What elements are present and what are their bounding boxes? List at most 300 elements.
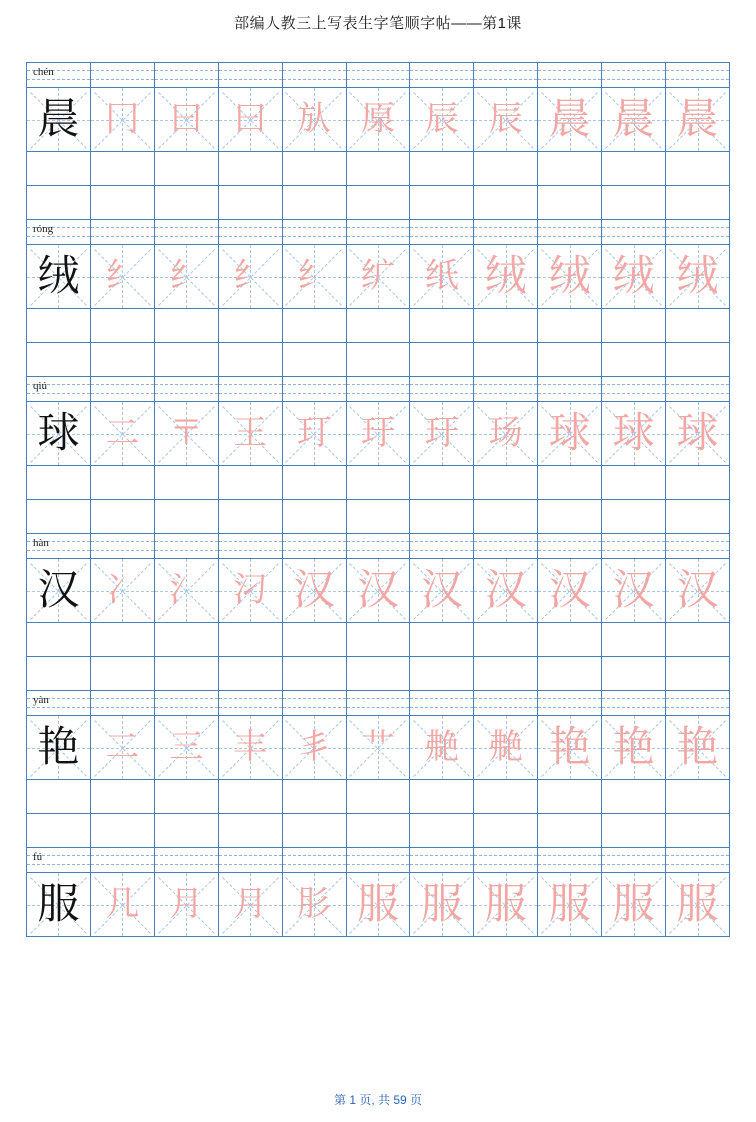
blank-practice-cell[interactable]: [474, 780, 538, 814]
blank-practice-cell[interactable]: [283, 309, 347, 343]
blank-practice-cell[interactable]: [666, 186, 730, 220]
stroke-order-row: [27, 245, 730, 309]
stroke-step-cell: [410, 88, 474, 152]
blank-practice-cell[interactable]: [219, 466, 283, 500]
stroke-step-character: 㫃: [297, 100, 332, 138]
stroke-step-cell: [283, 88, 347, 152]
pinyin-cell: [155, 848, 219, 873]
blank-practice-cell[interactable]: [602, 343, 666, 377]
blank-practice-cell[interactable]: [91, 466, 155, 500]
blank-practice-cell[interactable]: [602, 623, 666, 657]
stroke-step-cell: [219, 402, 283, 466]
stroke-step-cell: [474, 245, 538, 309]
blank-practice-cell[interactable]: [538, 309, 602, 343]
blank-practice-cell[interactable]: [91, 343, 155, 377]
pinyin-cell: [91, 220, 155, 245]
pinyin-cell: [410, 377, 474, 402]
blank-practice-cell[interactable]: [219, 186, 283, 220]
blank-practice-cell[interactable]: [27, 814, 91, 848]
blank-practice-cell[interactable]: [155, 657, 219, 691]
blank-practice-row[interactable]: [27, 500, 730, 534]
blank-practice-cell[interactable]: [474, 343, 538, 377]
stroke-step-cell: [666, 716, 730, 780]
pinyin-cell: [602, 377, 666, 402]
pinyin-cell: [219, 63, 283, 88]
stroke-step-cell: [219, 245, 283, 309]
pinyin-cell: [410, 691, 474, 716]
blank-practice-cell[interactable]: [602, 500, 666, 534]
stroke-step-cell: [474, 716, 538, 780]
stroke-step-character: 肜: [297, 885, 332, 923]
pinyin-cell: [410, 534, 474, 559]
stroke-step-cell: [602, 559, 666, 623]
stroke-step-cell: [155, 559, 219, 623]
stroke-step-cell: [91, 873, 155, 937]
pinyin-cell: [474, 377, 538, 402]
pinyin-cell: [155, 377, 219, 402]
blank-practice-cell[interactable]: [347, 657, 411, 691]
blank-practice-cell[interactable]: [410, 466, 474, 500]
blank-practice-cell[interactable]: [666, 466, 730, 500]
pinyin-label: hàn: [33, 537, 49, 549]
stroke-step-character: 艴: [488, 728, 523, 766]
stroke-step-cell: [155, 88, 219, 152]
stroke-step-character: 二: [105, 414, 140, 452]
stroke-step-cell: [602, 716, 666, 780]
character-cell: [27, 559, 91, 623]
stroke-step-character: 服: [420, 881, 463, 928]
stroke-step-cell: [283, 873, 347, 937]
stroke-step-cell: [538, 873, 602, 937]
stroke-step-cell: [666, 88, 730, 152]
blank-practice-row[interactable]: [27, 466, 730, 500]
blank-practice-row[interactable]: [27, 623, 730, 657]
stroke-step-cell: [347, 245, 411, 309]
stroke-step-cell: [347, 402, 411, 466]
character-cell: [27, 245, 91, 309]
blank-practice-cell[interactable]: [219, 309, 283, 343]
stroke-step-cell: [538, 559, 602, 623]
stroke-step-cell: [219, 559, 283, 623]
stroke-step-cell: [91, 559, 155, 623]
blank-practice-cell[interactable]: [27, 466, 91, 500]
stroke-step-character: 冂: [105, 100, 140, 138]
blank-practice-cell[interactable]: [474, 657, 538, 691]
blank-practice-cell[interactable]: [666, 780, 730, 814]
stroke-step-character: 汉: [612, 567, 655, 614]
blank-practice-cell[interactable]: [666, 343, 730, 377]
stroke-step-character: 艳: [548, 724, 591, 771]
blank-practice-cell[interactable]: [91, 500, 155, 534]
blank-practice-cell[interactable]: [538, 152, 602, 186]
pinyin-cell: [602, 63, 666, 88]
stroke-step-character: 氵: [169, 571, 204, 609]
blank-practice-row[interactable]: [27, 657, 730, 691]
blank-practice-cell[interactable]: [219, 657, 283, 691]
stroke-step-character: 丯: [297, 728, 332, 766]
blank-practice-cell[interactable]: [347, 152, 411, 186]
blank-practice-cell[interactable]: [91, 186, 155, 220]
stroke-step-character: 艳: [676, 724, 719, 771]
stroke-step-cell: [155, 873, 219, 937]
pinyin-cell: [666, 220, 730, 245]
blank-practice-cell[interactable]: [410, 657, 474, 691]
stroke-step-cell: [91, 402, 155, 466]
stroke-step-character: 绒: [484, 253, 527, 300]
stroke-step-character: 汉: [420, 567, 463, 614]
stroke-step-character: 服: [548, 881, 591, 928]
blank-practice-row[interactable]: [27, 309, 730, 343]
pinyin-cell: [410, 220, 474, 245]
stroke-step-character: 汉: [676, 567, 719, 614]
blank-practice-cell[interactable]: [27, 343, 91, 377]
pinyin-cell: [155, 220, 219, 245]
blank-practice-cell[interactable]: [27, 186, 91, 220]
pinyin-cell: [666, 534, 730, 559]
pinyin-cell: [474, 691, 538, 716]
stroke-step-character: 曰: [233, 100, 268, 138]
stroke-step-character: 汉: [484, 567, 527, 614]
blank-practice-cell[interactable]: [602, 780, 666, 814]
stroke-step-cell: [410, 559, 474, 623]
stroke-step-cell: [602, 402, 666, 466]
stroke-order-row: [27, 559, 730, 623]
pinyin-cell: [283, 848, 347, 873]
blank-practice-cell[interactable]: [410, 343, 474, 377]
blank-practice-cell[interactable]: [27, 309, 91, 343]
blank-practice-cell[interactable]: [538, 343, 602, 377]
stroke-step-cell: [410, 402, 474, 466]
target-character: 球: [37, 410, 80, 457]
blank-practice-cell[interactable]: [91, 309, 155, 343]
stroke-step-character: 绒: [548, 253, 591, 300]
pinyin-cell: [347, 63, 411, 88]
blank-practice-cell[interactable]: [666, 309, 730, 343]
blank-practice-cell[interactable]: [27, 657, 91, 691]
stroke-step-cell: [347, 716, 411, 780]
stroke-step-cell: [666, 873, 730, 937]
blank-practice-cell[interactable]: [155, 814, 219, 848]
blank-practice-cell[interactable]: [27, 780, 91, 814]
stroke-step-character: 球: [548, 410, 591, 457]
stroke-step-character: 球: [612, 410, 655, 457]
pinyin-cell: [410, 848, 474, 873]
pinyin-cell: [666, 63, 730, 88]
stroke-step-character: 服: [612, 881, 655, 928]
blank-practice-cell[interactable]: [538, 780, 602, 814]
blank-practice-cell[interactable]: [91, 780, 155, 814]
stroke-step-character: 纩: [360, 257, 395, 295]
stroke-step-character: 三: [169, 728, 204, 766]
stroke-step-cell: [474, 88, 538, 152]
blank-practice-cell[interactable]: [538, 466, 602, 500]
pinyin-cell: [27, 220, 91, 245]
pinyin-cell: [538, 534, 602, 559]
blank-practice-cell[interactable]: [283, 343, 347, 377]
blank-practice-cell[interactable]: [538, 623, 602, 657]
blank-practice-cell[interactable]: [219, 343, 283, 377]
pinyin-cell: [219, 691, 283, 716]
blank-practice-row[interactable]: [27, 343, 730, 377]
stroke-order-row: [27, 716, 730, 780]
blank-practice-cell[interactable]: [27, 623, 91, 657]
pinyin-cell: [155, 63, 219, 88]
pinyin-cell: [347, 534, 411, 559]
stroke-step-character: 辰: [488, 100, 523, 138]
character-cell: [27, 716, 91, 780]
stroke-step-character: 绒: [612, 253, 655, 300]
stroke-step-character: 丰: [233, 728, 268, 766]
stroke-step-character: 晨: [612, 96, 655, 143]
pinyin-label: róng: [33, 223, 54, 235]
stroke-step-character: 服: [484, 881, 527, 928]
stroke-step-cell: [666, 559, 730, 623]
blank-practice-cell[interactable]: [155, 466, 219, 500]
stroke-step-character: 二: [105, 728, 140, 766]
stroke-step-cell: [283, 402, 347, 466]
blank-practice-cell[interactable]: [347, 780, 411, 814]
blank-practice-row[interactable]: [27, 780, 730, 814]
pinyin-label: chén: [33, 66, 54, 78]
stroke-step-cell: [474, 559, 538, 623]
target-character: 服: [37, 881, 80, 928]
blank-practice-cell[interactable]: [347, 623, 411, 657]
pinyin-cell: [666, 691, 730, 716]
blank-practice-cell[interactable]: [602, 152, 666, 186]
blank-practice-cell[interactable]: [283, 623, 347, 657]
blank-practice-row[interactable]: [27, 814, 730, 848]
stroke-step-character: 汉: [548, 567, 591, 614]
blank-practice-cell[interactable]: [155, 343, 219, 377]
pinyin-cell: [283, 63, 347, 88]
stroke-step-character: 艴: [424, 728, 459, 766]
pinyin-cell: [283, 534, 347, 559]
stroke-step-character: 艳: [612, 724, 655, 771]
blank-practice-cell[interactable]: [347, 466, 411, 500]
pinyin-label: fú: [33, 851, 43, 863]
pinyin-cell: [27, 534, 91, 559]
blank-practice-cell[interactable]: [347, 500, 411, 534]
pinyin-cell: [27, 848, 91, 873]
pinyin-cell: [155, 691, 219, 716]
page-footer: 第 1 页, 共 59 页: [333, 1093, 423, 1107]
stroke-step-cell: [283, 245, 347, 309]
pinyin-cell: [283, 220, 347, 245]
blank-practice-cell[interactable]: [347, 186, 411, 220]
stroke-step-cell: [410, 716, 474, 780]
blank-practice-cell[interactable]: [155, 152, 219, 186]
stroke-step-character: 玗: [360, 414, 395, 452]
stroke-step-cell: [91, 88, 155, 152]
blank-practice-cell[interactable]: [666, 152, 730, 186]
blank-practice-row[interactable]: [27, 152, 730, 186]
stroke-step-character: 晨: [676, 96, 719, 143]
target-character: 艳: [37, 724, 80, 771]
blank-practice-cell[interactable]: [91, 657, 155, 691]
blank-practice-cell[interactable]: [27, 500, 91, 534]
stroke-step-cell: [602, 88, 666, 152]
stroke-step-cell: [410, 245, 474, 309]
stroke-step-character: 曰: [169, 100, 204, 138]
pinyin-label: qiú: [33, 380, 48, 392]
stroke-step-cell: [474, 873, 538, 937]
blank-practice-cell[interactable]: [538, 657, 602, 691]
stroke-step-character: 月: [169, 885, 204, 923]
pinyin-cell: [347, 377, 411, 402]
blank-practice-cell[interactable]: [219, 152, 283, 186]
blank-practice-cell[interactable]: [474, 152, 538, 186]
stroke-step-character: 王: [233, 414, 268, 452]
pinyin-row: [27, 534, 730, 559]
blank-practice-cell[interactable]: [155, 623, 219, 657]
blank-practice-cell[interactable]: [283, 466, 347, 500]
blank-practice-cell[interactable]: [666, 814, 730, 848]
stroke-step-cell: [155, 402, 219, 466]
stroke-step-cell: [155, 245, 219, 309]
blank-practice-cell[interactable]: [283, 780, 347, 814]
stroke-step-cell: [538, 88, 602, 152]
blank-practice-cell[interactable]: [91, 814, 155, 848]
pinyin-cell: [219, 848, 283, 873]
blank-practice-cell[interactable]: [410, 309, 474, 343]
blank-practice-cell[interactable]: [219, 623, 283, 657]
pinyin-row: [27, 377, 730, 402]
stroke-step-cell: [538, 245, 602, 309]
stroke-step-cell: [347, 873, 411, 937]
blank-practice-cell[interactable]: [602, 814, 666, 848]
pinyin-cell: [474, 534, 538, 559]
stroke-step-cell: [666, 402, 730, 466]
stroke-step-character: 玗: [424, 414, 459, 452]
blank-practice-cell[interactable]: [410, 623, 474, 657]
pinyin-cell: [602, 691, 666, 716]
pinyin-cell: [91, 63, 155, 88]
blank-practice-cell[interactable]: [602, 466, 666, 500]
stroke-step-character: 艹: [360, 728, 395, 766]
blank-practice-cell[interactable]: [474, 309, 538, 343]
blank-practice-cell[interactable]: [91, 152, 155, 186]
stroke-step-character: 纟: [233, 257, 268, 295]
stroke-step-character: 辰: [424, 100, 459, 138]
blank-practice-cell[interactable]: [219, 780, 283, 814]
character-cell: [27, 402, 91, 466]
stroke-step-character: 汉: [356, 567, 399, 614]
blank-practice-cell[interactable]: [347, 814, 411, 848]
target-character: 绒: [37, 253, 80, 300]
pinyin-cell: [91, 691, 155, 716]
blank-practice-cell[interactable]: [283, 152, 347, 186]
pinyin-row: [27, 848, 730, 873]
blank-practice-cell[interactable]: [474, 814, 538, 848]
pinyin-cell: [91, 377, 155, 402]
pinyin-cell: [27, 377, 91, 402]
blank-practice-cell[interactable]: [666, 500, 730, 534]
pinyin-cell: [410, 63, 474, 88]
blank-practice-cell[interactable]: [410, 780, 474, 814]
pinyin-cell: [666, 848, 730, 873]
blank-practice-cell[interactable]: [347, 343, 411, 377]
pinyin-row: [27, 220, 730, 245]
blank-practice-cell[interactable]: [410, 814, 474, 848]
pinyin-cell: [474, 63, 538, 88]
stroke-step-cell: [91, 716, 155, 780]
blank-practice-cell[interactable]: [602, 657, 666, 691]
pinyin-cell: [91, 848, 155, 873]
pinyin-cell: [27, 691, 91, 716]
blank-practice-cell[interactable]: [283, 500, 347, 534]
blank-practice-row[interactable]: [27, 186, 730, 220]
blank-practice-cell[interactable]: [538, 500, 602, 534]
pinyin-cell: [347, 691, 411, 716]
stroke-step-character: 冫: [105, 571, 140, 609]
stroke-step-cell: [155, 716, 219, 780]
pinyin-cell: [602, 220, 666, 245]
page-title: 部编人教三上写表生字笔顺字帖——第1课: [234, 15, 522, 32]
stroke-step-character: 纟: [297, 257, 332, 295]
stroke-step-character: 汉: [293, 567, 336, 614]
blank-practice-cell[interactable]: [155, 186, 219, 220]
target-character: 汉: [37, 567, 80, 614]
pinyin-cell: [538, 691, 602, 716]
blank-practice-cell[interactable]: [410, 152, 474, 186]
pinyin-cell: [538, 377, 602, 402]
blank-practice-cell[interactable]: [27, 152, 91, 186]
blank-practice-cell[interactable]: [155, 780, 219, 814]
blank-practice-cell[interactable]: [155, 500, 219, 534]
stroke-step-cell: [474, 402, 538, 466]
blank-practice-cell[interactable]: [155, 309, 219, 343]
blank-practice-cell[interactable]: [283, 657, 347, 691]
stroke-step-character: 服: [356, 881, 399, 928]
blank-practice-cell[interactable]: [474, 186, 538, 220]
blank-practice-cell[interactable]: [666, 657, 730, 691]
blank-practice-cell[interactable]: [474, 466, 538, 500]
pinyin-cell: [283, 691, 347, 716]
blank-practice-cell[interactable]: [474, 500, 538, 534]
pinyin-cell: [602, 534, 666, 559]
blank-practice-cell[interactable]: [219, 500, 283, 534]
pinyin-cell: [219, 534, 283, 559]
pinyin-cell: [219, 220, 283, 245]
blank-practice-cell[interactable]: [602, 186, 666, 220]
blank-practice-cell[interactable]: [283, 814, 347, 848]
blank-practice-cell[interactable]: [91, 623, 155, 657]
stroke-step-character: 绒: [676, 253, 719, 300]
target-character: 晨: [37, 96, 80, 143]
pinyin-cell: [474, 220, 538, 245]
blank-practice-cell[interactable]: [538, 186, 602, 220]
blank-practice-cell[interactable]: [666, 623, 730, 657]
stroke-order-row: [27, 873, 730, 937]
stroke-step-cell: [602, 245, 666, 309]
blank-practice-cell[interactable]: [602, 309, 666, 343]
blank-practice-cell[interactable]: [410, 500, 474, 534]
blank-practice-cell[interactable]: [538, 814, 602, 848]
blank-practice-cell[interactable]: [219, 814, 283, 848]
stroke-step-cell: [283, 716, 347, 780]
blank-practice-cell[interactable]: [410, 186, 474, 220]
blank-practice-cell[interactable]: [283, 186, 347, 220]
stroke-step-cell: [347, 559, 411, 623]
stroke-step-character: 玚: [488, 414, 523, 452]
stroke-step-character: 晨: [548, 96, 591, 143]
pinyin-cell: [538, 63, 602, 88]
stroke-step-character: 服: [676, 881, 719, 928]
pinyin-cell: [283, 377, 347, 402]
character-cell: [27, 88, 91, 152]
blank-practice-cell[interactable]: [474, 623, 538, 657]
blank-practice-cell[interactable]: [347, 309, 411, 343]
